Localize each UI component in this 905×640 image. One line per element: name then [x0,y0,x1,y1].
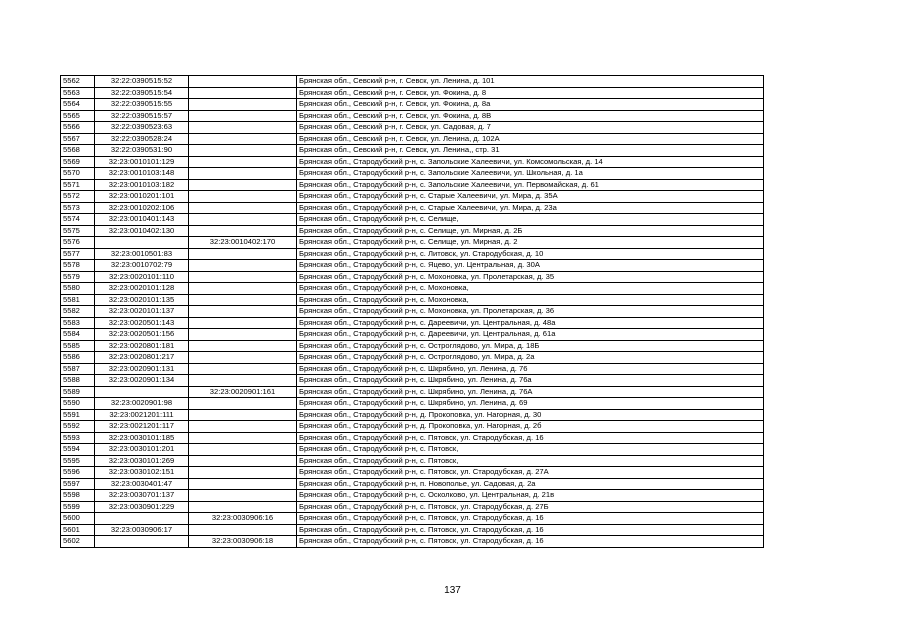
address-cell: Брянская обл., Стародубский р-н, п. Новополье, ул. Садовая, д. 2а [297,478,764,490]
address-cell: Брянская обл., Стародубский р-н, с. Дареевичи, ул. Центральная, д. 48а [297,317,764,329]
cadastral-number-alt-cell [189,409,297,421]
cadastral-number-cell: 32:23:0020501:143 [95,317,189,329]
cadastral-number-alt-cell [189,375,297,387]
address-cell: Брянская обл., Севский р-н, г. Севск, ул. Ленина, д. 102А [297,133,764,145]
address-cell: Брянская обл., Севский р-н, г. Севск, ул. Фокина, д. 8В [297,110,764,122]
table-row [61,421,764,433]
cadastral-number-alt-cell [189,248,297,260]
address-cell: Брянская обл., Стародубский р-н, с. Пятовск, ул. Стародубская, д. 27А [297,467,764,479]
cadastral-number-cell: 32:23:0020901:134 [95,375,189,387]
cadastral-number-alt-cell: 32:23:0010402:170 [189,237,297,249]
address-cell: Брянская обл., Стародубский р-н, с. Пятовск, ул. Стародубская, д. 16 [297,513,764,525]
address-cell: Брянская обл., Стародубский р-н, с. Мохоновка, [297,283,764,295]
row-number-cell: 5567 [61,133,95,145]
cadastral-number-alt-cell [189,225,297,237]
row-number-cell: 5576 [61,237,95,249]
cadastral-number-alt-cell [189,490,297,502]
table-row [61,386,764,398]
cadastral-number-cell: 32:22:0390515:55 [95,99,189,111]
cadastral-number-alt-cell [189,398,297,410]
cadastral-number-alt-cell [189,352,297,364]
table-row [61,145,764,157]
address-cell: Брянская обл., Стародубский р-н, с. Пятовск, ул. Стародубская, д. 16 [297,524,764,536]
row-number-cell: 5580 [61,283,95,295]
cadastral-number-cell: 32:23:0020101:135 [95,294,189,306]
cadastral-number-alt-cell [189,444,297,456]
cadastral-number-alt-cell [189,363,297,375]
table-row [61,87,764,99]
row-number-cell: 5596 [61,467,95,479]
address-cell: Брянская обл., Стародубский р-н, с. Остроглядово, ул. Мира, д. 2а [297,352,764,364]
row-number-cell: 5574 [61,214,95,226]
row-number-cell: 5587 [61,363,95,375]
address-cell: Брянская обл., Севский р-н, г. Севск, ул. Садовая, д. 7 [297,122,764,134]
table-row [61,225,764,237]
cadastral-number-cell [95,237,189,249]
row-number-cell: 5582 [61,306,95,318]
row-number-cell: 5600 [61,513,95,525]
table-row [61,478,764,490]
cadastral-number-alt-cell [189,87,297,99]
address-cell: Брянская обл., Стародубский р-н, с. Запольские Халеевичи, ул. Школьная, д. 1а [297,168,764,180]
cadastral-number-alt-cell [189,179,297,191]
cadastral-number-alt-cell [189,76,297,88]
table-row [61,490,764,502]
table-row [61,237,764,249]
cadastral-number-cell: 32:23:0030906:17 [95,524,189,536]
cadastral-number-cell: 32:23:0020801:217 [95,352,189,364]
row-number-cell: 5570 [61,168,95,180]
table-row [61,110,764,122]
address-cell: Брянская обл., Стародубский р-н, с. Литовск, ул. Стародубская, д. 10 [297,248,764,260]
address-cell: Брянская обл., Стародубский р-н, с. Яцево, ул. Центральная, д. 30А [297,260,764,272]
table-row [61,363,764,375]
row-number-cell: 5584 [61,329,95,341]
row-number-cell: 5597 [61,478,95,490]
table-row [61,432,764,444]
address-cell: Брянская обл., Севский р-н, г. Севск, ул. Фокина, д. 8 [297,87,764,99]
cadastral-number-alt-cell [189,110,297,122]
row-number-cell: 5566 [61,122,95,134]
cadastral-number-alt-cell [189,168,297,180]
cadastral-number-alt-cell [189,524,297,536]
row-number-cell: 5572 [61,191,95,203]
cadastral-number-cell: 32:23:0020101:137 [95,306,189,318]
address-cell: Брянская обл., Стародубский р-н, с. Селище, ул. Мирная, д. 2 [297,237,764,249]
table-row [61,283,764,295]
cadastral-number-alt-cell [189,156,297,168]
cadastral-number-cell [95,513,189,525]
cadastral-number-cell: 32:23:0020101:110 [95,271,189,283]
address-cell: Брянская обл., Стародубский р-н, с. Запольские Халеевичи, ул. Первомайская, д. 61 [297,179,764,191]
address-cell: Брянская обл., Стародубский р-н, с. Пятовск, ул. Стародубская, д. 16 [297,432,764,444]
cadastral-number-cell: 32:23:0021201:111 [95,409,189,421]
table-row [61,352,764,364]
cadastral-number-cell: 32:23:0010201:101 [95,191,189,203]
cadastral-number-alt-cell [189,145,297,157]
cadastral-number-alt-cell [189,421,297,433]
cadastral-number-alt-cell [189,294,297,306]
row-number-cell: 5578 [61,260,95,272]
address-cell: Брянская обл., Стародубский р-н, с. Осколково, ул. Центральная, д. 21в [297,490,764,502]
cadastral-number-alt-cell [189,271,297,283]
table-row [61,340,764,352]
cadastral-number-cell [95,386,189,398]
cadastral-number-cell: 32:23:0020901:131 [95,363,189,375]
row-number-cell: 5589 [61,386,95,398]
cadastral-number-alt-cell [189,340,297,352]
address-cell: Брянская обл., Стародубский р-н, с. Шкрябино, ул. Ленина, д. 76А [297,386,764,398]
row-number-cell: 5595 [61,455,95,467]
table-row [61,398,764,410]
address-cell: Брянская обл., Стародубский р-н, с. Шкрябино, ул. Ленина, д. 69 [297,398,764,410]
cadastral-number-cell: 32:23:0010402:130 [95,225,189,237]
row-number-cell: 5585 [61,340,95,352]
cadastral-number-cell: 32:23:0030101:269 [95,455,189,467]
cadastral-number-cell: 32:23:0010103:148 [95,168,189,180]
address-cell: Брянская обл., Стародубский р-н, с. Шкрябино, ул. Ленина, д. 76а [297,375,764,387]
table-row [61,329,764,341]
cadastral-number-cell: 32:23:0030102:151 [95,467,189,479]
table-row [61,306,764,318]
address-cell: Брянская обл., Севский р-н, г. Севск, ул. Фокина, д. 8а [297,99,764,111]
table-row [61,99,764,111]
table-row [61,536,764,548]
table-row [61,271,764,283]
cadastral-number-alt-cell [189,191,297,203]
address-cell: Брянская обл., Стародубский р-н, с. Шкрябино, ул. Ленина, д. 76 [297,363,764,375]
cadastral-number-cell: 32:23:0030701:137 [95,490,189,502]
table-row [61,467,764,479]
row-number-cell: 5564 [61,99,95,111]
cadastral-number-cell: 32:23:0030101:185 [95,432,189,444]
table-row [61,501,764,513]
address-cell: Брянская обл., Стародубский р-н, с. Пятовск, ул. Стародубская, д. 16 [297,536,764,548]
cadastral-number-alt-cell [189,329,297,341]
cadastral-number-cell: 32:22:0390515:52 [95,76,189,88]
cadastral-number-cell: 32:23:0010101:129 [95,156,189,168]
cadastral-number-cell: 32:23:0030901:229 [95,501,189,513]
cadastral-number-cell: 32:22:0390528:24 [95,133,189,145]
row-number-cell: 5583 [61,317,95,329]
table-row [61,191,764,203]
row-number-cell: 5571 [61,179,95,191]
table-row [61,168,764,180]
address-cell: Брянская обл., Стародубский р-н, с. Пятовск, [297,455,764,467]
address-cell: Брянская обл., Стародубский р-н, д. Прокоповка, ул. Нагорная, д. 30 [297,409,764,421]
table-row [61,317,764,329]
cadastral-number-cell: 32:22:0390531:90 [95,145,189,157]
table-row [61,76,764,88]
table-row [61,248,764,260]
cadastral-number-alt-cell: 32:23:0030906:16 [189,513,297,525]
row-number-cell: 5599 [61,501,95,513]
register-table-body [61,76,764,548]
property-register-table [60,75,764,548]
cadastral-number-cell [95,536,189,548]
cadastral-number-alt-cell [189,317,297,329]
address-cell: Брянская обл., Стародубский р-н, с. Селище, ул. Мирная, д. 2Б [297,225,764,237]
address-cell: Брянская обл., Стародубский р-н, с. Пятовск, ул. Стародубская, д. 27Б [297,501,764,513]
address-cell: Брянская обл., Севский р-н, г. Севск, ул. Ленина, д. 101 [297,76,764,88]
cadastral-number-alt-cell [189,99,297,111]
row-number-cell: 5562 [61,76,95,88]
table-row [61,524,764,536]
address-cell: Брянская обл., Стародубский р-н, с. Дареевичи, ул. Центральная, д. 61а [297,329,764,341]
address-cell: Брянская обл., Стародубский р-н, с. Старые Халеевичи, ул. Мира, д. 35А [297,191,764,203]
cadastral-number-cell: 32:23:0021201:117 [95,421,189,433]
page-number: 137 [444,585,461,596]
cadastral-number-cell: 32:23:0010202:106 [95,202,189,214]
address-cell: Брянская обл., Стародубский р-н, с. Мохоновка, ул. Пролетарская, д. 35 [297,271,764,283]
row-number-cell: 5565 [61,110,95,122]
cadastral-number-alt-cell [189,202,297,214]
row-number-cell: 5602 [61,536,95,548]
row-number-cell: 5575 [61,225,95,237]
address-cell: Брянская обл., Стародубский р-н, с. Остроглядово, ул. Мира, д. 18Б [297,340,764,352]
row-number-cell: 5573 [61,202,95,214]
row-number-cell: 5590 [61,398,95,410]
cadastral-number-cell: 32:23:0020801:181 [95,340,189,352]
cadastral-number-alt-cell [189,214,297,226]
row-number-cell: 5568 [61,145,95,157]
cadastral-number-alt-cell [189,133,297,145]
cadastral-number-cell: 32:22:0390523:63 [95,122,189,134]
table-row [61,156,764,168]
address-cell: Брянская обл., Стародубский р-н, с. Мохоновка, [297,294,764,306]
row-number-cell: 5592 [61,421,95,433]
table-row [61,260,764,272]
row-number-cell: 5577 [61,248,95,260]
cadastral-number-alt-cell [189,467,297,479]
table-row [61,179,764,191]
row-number-cell: 5588 [61,375,95,387]
table-row [61,133,764,145]
cadastral-number-cell: 32:23:0010501:83 [95,248,189,260]
address-cell: Брянская обл., Стародубский р-н, д. Прокоповка, ул. Нагорная, д. 2б [297,421,764,433]
cadastral-number-cell: 32:23:0010401:143 [95,214,189,226]
row-number-cell: 5586 [61,352,95,364]
address-cell: Брянская обл., Стародубский р-н, с. Старые Халеевичи, ул. Мира, д. 23а [297,202,764,214]
cadastral-number-alt-cell [189,432,297,444]
cadastral-number-alt-cell: 32:23:0030906:18 [189,536,297,548]
cadastral-number-alt-cell [189,501,297,513]
cadastral-number-cell: 32:23:0030101:201 [95,444,189,456]
row-number-cell: 5601 [61,524,95,536]
row-number-cell: 5591 [61,409,95,421]
row-number-cell: 5598 [61,490,95,502]
cadastral-number-alt-cell [189,122,297,134]
row-number-cell: 5579 [61,271,95,283]
row-number-cell: 5581 [61,294,95,306]
cadastral-number-cell: 32:23:0020901:98 [95,398,189,410]
cadastral-number-alt-cell [189,283,297,295]
table-row [61,409,764,421]
table-row [61,375,764,387]
table-row [61,455,764,467]
table-row [61,513,764,525]
cadastral-number-cell: 32:23:0020101:128 [95,283,189,295]
row-number-cell: 5563 [61,87,95,99]
register-sheet [60,75,764,548]
row-number-cell: 5594 [61,444,95,456]
table-row [61,214,764,226]
cadastral-number-alt-cell [189,455,297,467]
cadastral-number-alt-cell [189,306,297,318]
address-cell: Брянская обл., Севский р-н, г. Севск, ул. Ленина,, стр. 31 [297,145,764,157]
table-row [61,122,764,134]
address-cell: Брянская обл., Стародубский р-н, с. Селище, [297,214,764,226]
table-row [61,202,764,214]
cadastral-number-cell: 32:23:0020501:156 [95,329,189,341]
cadastral-number-alt-cell: 32:23:0020901:161 [189,386,297,398]
address-cell: Брянская обл., Стародубский р-н, с. Пятовск, [297,444,764,456]
address-cell: Брянская обл., Стародубский р-н, с. Запольские Халеевичи, ул. Комсомольская, д. 14 [297,156,764,168]
table-row [61,444,764,456]
address-cell: Брянская обл., Стародубский р-н, с. Мохоновка, ул. Пролетарская, д. 36 [297,306,764,318]
cadastral-number-cell: 32:23:0030401:47 [95,478,189,490]
table-row [61,294,764,306]
cadastral-number-alt-cell [189,260,297,272]
cadastral-number-cell: 32:23:0010702:79 [95,260,189,272]
cadastral-number-cell: 32:22:0390515:54 [95,87,189,99]
cadastral-number-alt-cell [189,478,297,490]
row-number-cell: 5569 [61,156,95,168]
cadastral-number-cell: 32:22:0390515:57 [95,110,189,122]
row-number-cell: 5593 [61,432,95,444]
cadastral-number-cell: 32:23:0010103:182 [95,179,189,191]
